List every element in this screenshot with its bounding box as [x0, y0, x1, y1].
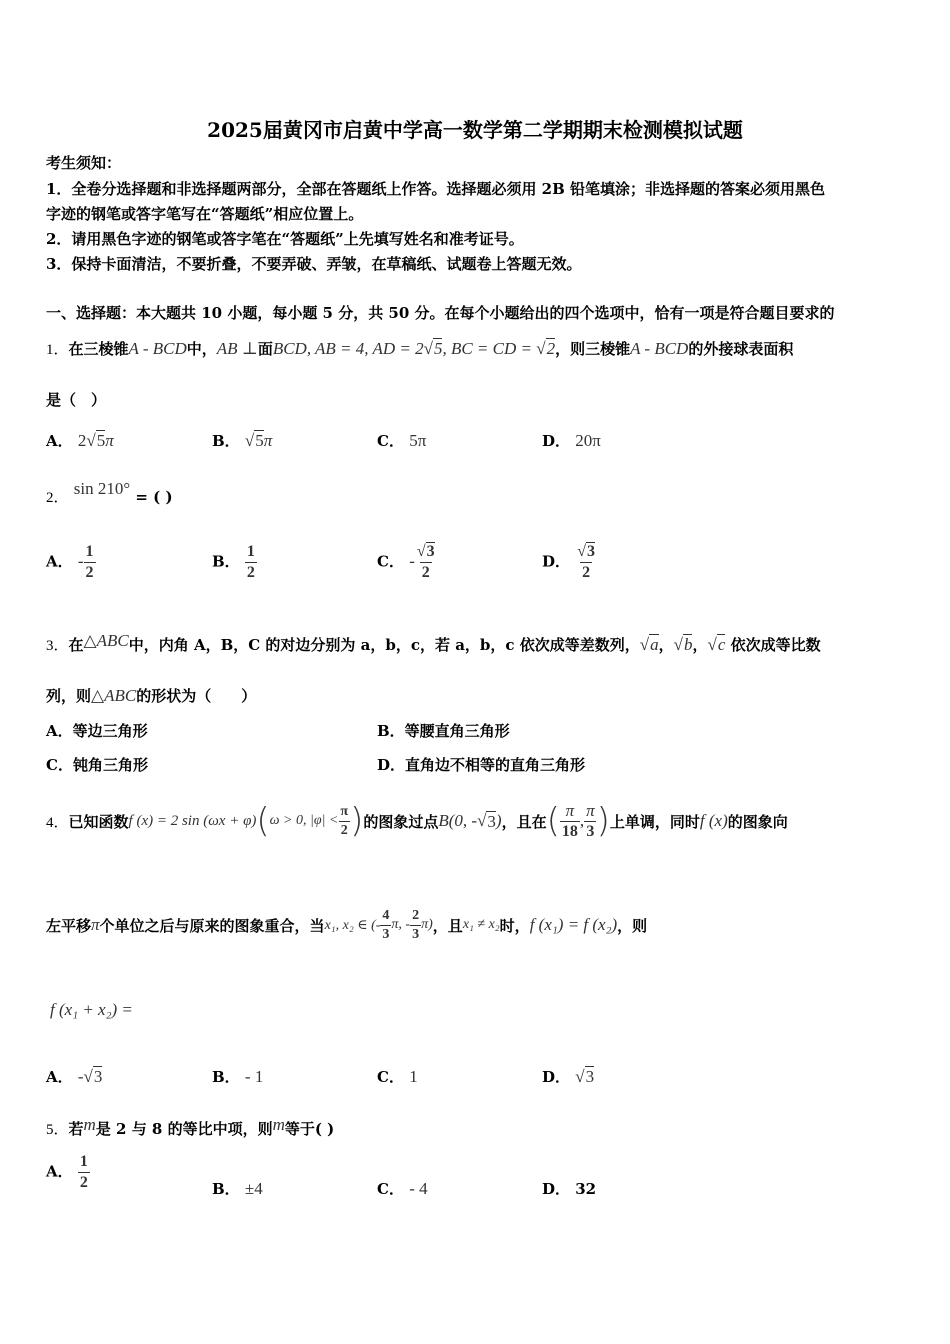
- q4-option-a[interactable]: A． -√3: [46, 1067, 103, 1086]
- notice-item-1: 1．全卷分选择题和非选择题两部分，全部在答题纸上作答。选择题必须用 2B 铅笔填涂；非选择题的答案必须用黑色: [46, 180, 826, 198]
- q3-text: 在: [68, 636, 84, 654]
- q1-math: , BC = CD =: [442, 339, 537, 358]
- option-math: 3: [585, 1067, 595, 1086]
- option-math: -: [409, 551, 415, 571]
- q2-option-a[interactable]: [46, 544, 96, 581]
- question-3: 3．在△ABC中，内角 A，B，C 的对边分别为 a，b，c，若 a，b，c 依次成等差数列，√a，√b，√c 依次成等比数: [46, 631, 821, 654]
- fraction-denominator: 2: [421, 564, 430, 581]
- q4-text: 上单调，同时: [609, 812, 700, 831]
- q1-option-c[interactable]: [377, 430, 426, 451]
- option-label: D．: [542, 1068, 571, 1086]
- q3-option-b[interactable]: B．等腰直角三角形: [377, 722, 510, 740]
- q3-text: ，: [658, 636, 674, 654]
- fraction-numerator: π: [586, 801, 595, 820]
- q5-option-c[interactable]: [377, 1178, 428, 1199]
- fraction-numerator: π: [340, 803, 349, 819]
- option-math: 5: [255, 431, 264, 450]
- fraction-numerator: π: [565, 801, 575, 820]
- fraction-denominator: 2: [582, 564, 591, 581]
- question-4: 4． 已知函数 f (x) = 2 sin (ωx + φ) ( ω > 0, |φ| < $\frac{\pi}{2}$ ) 的图象过点 B(0, - √ 3 ) ，且在 ( $\frac{\pi}{18}$ , $\frac{\pi}{3}$ ) 上单调，同时 f (x) 的图象向: [46, 801, 788, 841]
- fraction-denominator: 3: [382, 926, 390, 942]
- q4-math: B(0, -: [438, 811, 478, 830]
- notice-heading: 考生须知：: [46, 154, 122, 172]
- q4-math: 3: [487, 811, 496, 831]
- option-label: A．: [46, 552, 73, 571]
- q3-number: 3．: [46, 638, 69, 654]
- fraction-denominator: 3: [586, 823, 595, 840]
- q2-number: 2．: [46, 490, 69, 506]
- q1-math: A - BCD: [630, 339, 689, 358]
- q3-text: 的形状为（ ）: [136, 687, 257, 705]
- q4-math: f (x₁ + x₂) =: [50, 1000, 133, 1019]
- q3-math: a: [650, 635, 659, 654]
- option-label: B．: [212, 552, 240, 571]
- q1-text: 中，: [186, 340, 217, 358]
- question-2: [46, 479, 173, 507]
- q4-text: ，则: [617, 916, 648, 935]
- section-heading: 一、选择题：本大题共 10 小题，每小题 5 分，共 50 分。在每个小题给出的四个选项中，恰有一项是符合题目要求的: [46, 304, 835, 322]
- q1-math: AB ⊥: [216, 339, 258, 358]
- q4-math: f (x): [699, 811, 728, 830]
- fraction-numerator: 1: [79, 1153, 88, 1170]
- option-label: B．: [212, 1068, 240, 1086]
- q4-math: ): [495, 811, 502, 830]
- q3-math: b: [683, 635, 693, 654]
- option-math: - 4: [409, 1179, 428, 1198]
- option-math: 3: [93, 1067, 103, 1086]
- q5-number: 5．: [46, 1122, 69, 1138]
- option-label: B．: [212, 432, 240, 450]
- q4-number: 4．: [46, 814, 69, 831]
- fraction-numerator: 4: [382, 907, 390, 923]
- q2-text: = ( ): [135, 488, 173, 506]
- q4-math: ω > 0, |φ| <: [269, 813, 339, 828]
- q1-text: ，则三棱锥: [555, 340, 631, 358]
- option-math: ±4: [244, 1179, 263, 1198]
- option-math: π: [263, 431, 273, 450]
- fraction-numerator: 2: [412, 907, 420, 923]
- q4-line-2: [46, 900, 647, 950]
- q2-option-b[interactable]: [212, 544, 257, 581]
- fraction-numerator: 1: [85, 543, 94, 560]
- q3-text: 依次成等比数: [730, 636, 821, 654]
- q4-option-b[interactable]: [212, 1066, 263, 1087]
- q1-math: BCD, AB = 4, AD = 2: [272, 339, 424, 358]
- q3-option-c[interactable]: C．钝角三角形: [46, 756, 148, 774]
- fraction-denominator: 2: [340, 822, 348, 838]
- q4-math: π: [91, 915, 100, 934]
- q1-option-a[interactable]: A． 2√5π: [46, 431, 114, 450]
- option-label: D．: [542, 1180, 571, 1198]
- q4-line-3: [50, 1000, 133, 1020]
- option-math: 20π: [575, 431, 601, 450]
- q4-text: 个单位之后与原来的图象重合，当: [99, 916, 325, 935]
- option-math: π: [105, 431, 114, 450]
- q1-text: 的外接球表面积: [688, 340, 794, 358]
- fraction-denominator: 18: [561, 823, 578, 840]
- q4-option-c[interactable]: [377, 1066, 418, 1087]
- fraction-denominator: 3: [412, 926, 420, 942]
- q3-math: △ABC: [83, 631, 129, 650]
- q3-text: ，: [692, 636, 708, 654]
- q4-text: ，且在: [501, 812, 547, 831]
- notice-item-3: 3．保持卡面清洁，不要折叠，不要弄破、弄皱，在草稿纸、试题卷上答题无效。: [46, 255, 582, 273]
- q4-text: ，且: [432, 916, 463, 935]
- q1-option-d[interactable]: [542, 430, 601, 451]
- q4-math: π): [421, 917, 433, 932]
- option-label: C．: [377, 1180, 404, 1198]
- q2-option-c[interactable]: C． - $\frac{√3}{2}$: [377, 543, 435, 581]
- q4-math: x₁ ≠ x₂: [462, 917, 500, 932]
- question-5: [46, 1115, 335, 1139]
- option-label: B．: [212, 1180, 240, 1198]
- option-label: C．: [377, 1068, 404, 1086]
- q5-option-a[interactable]: [46, 1154, 90, 1191]
- option-label: C．: [377, 552, 404, 571]
- q3-math: c: [717, 635, 726, 654]
- q3-line-2: [46, 685, 256, 706]
- q2-math: sin 210°: [73, 479, 131, 498]
- q4-text: 的图象向: [727, 812, 788, 831]
- q4-math: x₁, x₂ ∈ (-: [324, 917, 381, 933]
- q3-option-d[interactable]: D．直角边不相等的直角三角形: [377, 756, 586, 774]
- q1-math: 5: [433, 339, 443, 358]
- question-1: 1．在三棱锥A - BCD中，AB ⊥面BCD, AB = 4, AD = 2√5, BC = CD = √2，则三棱锥A - BCD的外接球表面积: [46, 339, 794, 358]
- fraction-denominator: 2: [85, 564, 94, 581]
- notice-item-1-cont: 字迹的钢笔或答字笔写在“答题纸”相应位置上。: [46, 205, 364, 223]
- q1-text: 面: [257, 340, 273, 358]
- q5-option-b[interactable]: [212, 1178, 263, 1199]
- q1-text: 在三棱锥: [68, 340, 129, 358]
- q1-number: 1．: [46, 342, 69, 358]
- q4-option-d[interactable]: D． √3: [542, 1067, 595, 1086]
- q5-text: 是 2 与 8 的等比中项，则: [95, 1120, 273, 1138]
- q1-option-b[interactable]: B． √5π: [212, 431, 273, 450]
- q5-text: 等于( ): [284, 1120, 335, 1138]
- option-math: 5π: [409, 431, 427, 450]
- q5-math: m: [272, 1115, 285, 1134]
- fraction-denominator: 2: [79, 1174, 88, 1191]
- q4-math: f (x₁) = f (x₂): [529, 915, 618, 934]
- q2-option-d[interactable]: D． $\frac{√3}{2}$: [542, 543, 596, 581]
- fraction-numerator: 1: [246, 543, 255, 560]
- q5-option-d[interactable]: [542, 1178, 596, 1199]
- q4-math: f (x) = 2 sin (ωx + φ): [128, 812, 257, 829]
- option-math: -: [77, 551, 84, 571]
- fraction-numerator: 3: [587, 543, 596, 560]
- option-label: A．: [46, 432, 73, 450]
- option-math: 2: [77, 431, 87, 450]
- q4-text: 的图象过点: [363, 812, 439, 831]
- q5-text: 若: [68, 1120, 84, 1138]
- option-math: 1: [409, 1067, 418, 1086]
- option-math: - 1: [244, 1067, 264, 1086]
- q1-line-2: 是（ ）: [46, 391, 107, 409]
- option-label: A．: [46, 1162, 73, 1181]
- q3-text: 列，则: [46, 687, 92, 705]
- q5-math: m: [83, 1115, 96, 1134]
- option-label: D．: [542, 432, 571, 450]
- q4-text: 已知函数: [68, 812, 129, 831]
- q3-text: 中，内角 A，B，C 的对边分别为 a，b，c，若 a，b，c 依次成等差数列，: [128, 636, 640, 654]
- q4-text: 时，: [499, 916, 530, 935]
- option-label: D．: [542, 552, 571, 571]
- q3-math: △ABC: [91, 686, 137, 705]
- option-label: C．: [377, 432, 404, 450]
- fraction-denominator: 2: [246, 564, 255, 581]
- fraction-numerator: 3: [426, 543, 435, 560]
- option-text: 32: [575, 1180, 597, 1198]
- option-math: 5: [96, 431, 106, 450]
- q4-math: π, -: [391, 917, 411, 932]
- page-title: 2025届黄冈市启黄中学高一数学第二学期期末检测模拟试题: [207, 118, 743, 142]
- q3-option-a[interactable]: A．等边三角形: [46, 722, 148, 740]
- q4-text: 左平移: [46, 916, 92, 935]
- notice-item-2: 2．请用黑色字迹的钢笔或答字笔在“答题纸”上先填写姓名和准考证号。: [46, 230, 524, 248]
- q1-math: 2: [546, 339, 556, 358]
- q1-math: A - BCD: [128, 339, 187, 358]
- option-label: A．: [46, 1068, 73, 1086]
- option-math: -: [77, 1067, 84, 1086]
